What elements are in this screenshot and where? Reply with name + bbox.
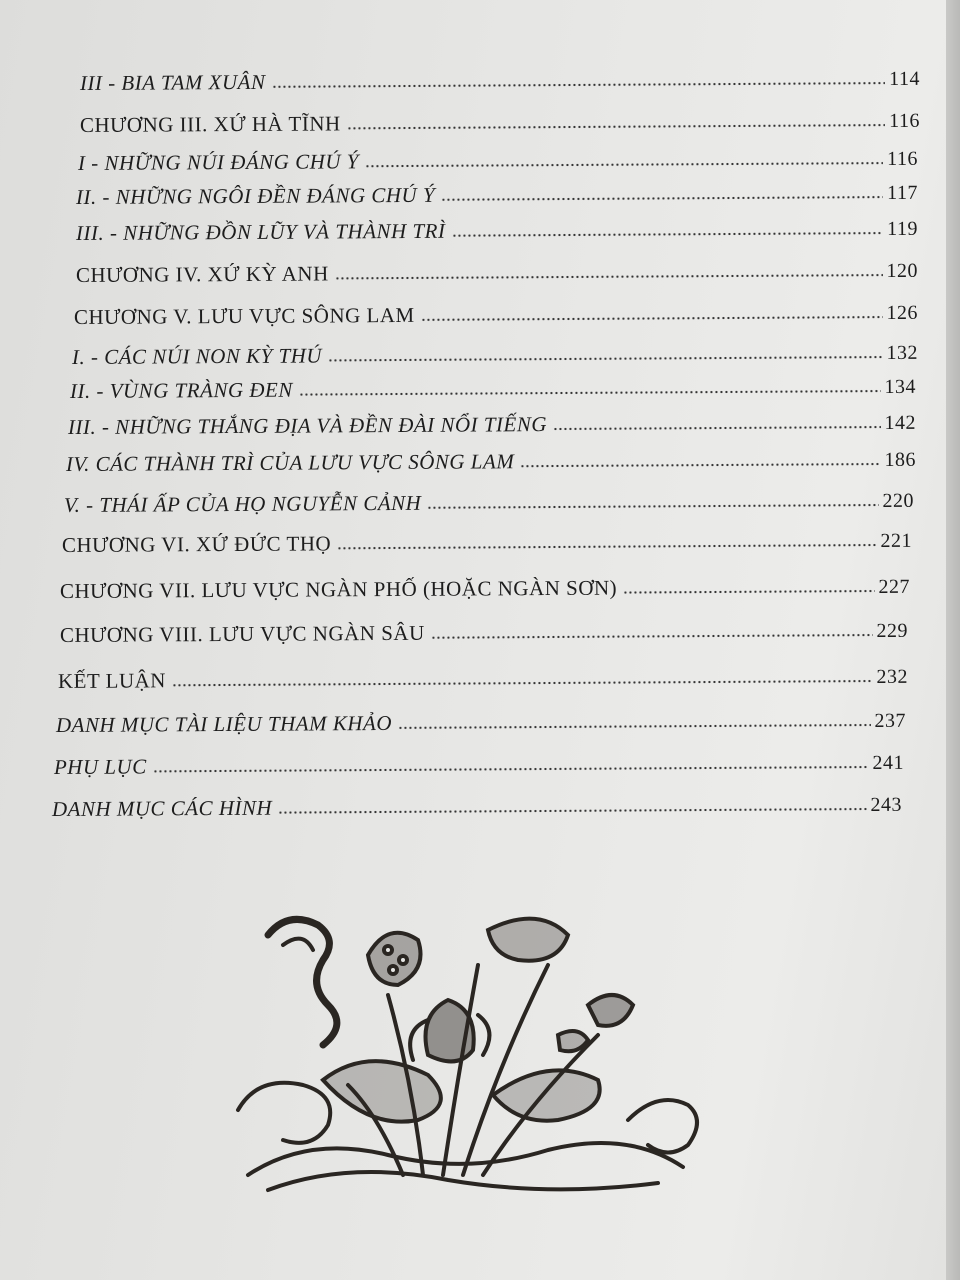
toc-entry <box>62 523 912 558</box>
toc-entry-page-number: 132 <box>886 341 918 365</box>
dot-leader <box>278 807 866 815</box>
book-spine-shadow <box>946 0 960 1280</box>
toc-entry <box>76 253 918 288</box>
toc-entry-title: II. - NHỮNG NGÔI ĐỀN ĐÁNG CHÚ Ý <box>75 182 436 210</box>
toc-entry-page-number: 221 <box>880 529 912 553</box>
dot-leader <box>441 195 883 202</box>
toc-entry-page-number: 134 <box>884 375 916 399</box>
toc-entry-page-number: 232 <box>876 665 908 689</box>
toc-entry-page-number: 243 <box>870 793 902 817</box>
toc-entry-title: IV. CÁC THÀNH TRÌ CỦA LƯU VỰC SÔNG LAM <box>65 449 515 477</box>
dot-leader <box>299 389 881 397</box>
toc-entry-title: PHỤ LỤC <box>53 754 147 779</box>
dot-leader <box>337 543 876 550</box>
toc-entry-page-number: 229 <box>876 619 908 643</box>
toc-entry-page-number: 126 <box>886 301 918 325</box>
toc-entry-title: I. - CÁC NÚI NON KỲ THÚ <box>71 343 323 370</box>
toc-entry-title: II. - VÙNG TRÀNG ĐEN <box>69 377 293 404</box>
toc-entry-title: III. - NHỮNG ĐỒN LŨY VÀ THÀNH TRÌ <box>75 218 446 246</box>
toc-entry <box>74 295 918 330</box>
dot-leader <box>623 589 874 595</box>
toc-entry <box>58 659 908 694</box>
toc-entry-page-number: 220 <box>882 489 914 513</box>
toc-entry-title: CHƯƠNG V. LƯU VỰC SÔNG LAM <box>73 302 415 330</box>
dot-leader <box>153 765 869 773</box>
toc-entry-title: CHƯƠNG VII. LƯU VỰC NGÀN PHỐ (HOẶC NGÀN SƠN) <box>59 575 618 603</box>
toc-entry-page-number: 186 <box>884 448 916 472</box>
toc-entry <box>52 787 902 822</box>
toc-entry <box>80 61 920 96</box>
toc-entry-title: CHƯƠNG VI. XỨ ĐỨC THỌ <box>61 531 332 557</box>
toc-entry-page-number: 119 <box>887 217 918 241</box>
toc-entry-title: CHƯƠNG III. XỨ HÀ TĨNH <box>79 111 341 138</box>
dot-leader <box>520 462 880 468</box>
toc-entry-page-number: 114 <box>889 67 920 91</box>
toc-entry-page-number: 241 <box>872 751 904 775</box>
toc-entry <box>76 211 918 246</box>
toc-entry-page-number: 116 <box>887 147 918 171</box>
toc-entry-title: DANH MỤC CÁC HÌNH <box>51 795 273 821</box>
toc-entry <box>56 703 906 738</box>
toc-entry <box>60 613 908 648</box>
dot-leader <box>398 723 870 730</box>
dot-leader <box>328 355 882 362</box>
toc-entry-page-number: 237 <box>874 709 906 733</box>
toc-entry-title: DANH MỤC TÀI LIỆU THAM KHẢO <box>55 710 393 737</box>
toc-entry <box>60 569 910 604</box>
dot-leader <box>421 315 883 322</box>
dot-leader <box>347 123 885 130</box>
toc-entry <box>80 103 920 138</box>
toc-entry-page-number: 120 <box>886 259 918 283</box>
toc-entry-page-number: 142 <box>884 411 916 435</box>
dot-leader <box>427 503 878 510</box>
dot-leader <box>172 679 872 687</box>
dot-leader <box>451 231 883 238</box>
toc-entry-title: I - NHỮNG NÚI ĐÁNG CHÚ Ý <box>77 149 360 176</box>
toc-entry-page-number: 117 <box>887 181 918 205</box>
toc-entry-title: III. - NHỮNG THẮNG ĐỊA VÀ ĐỀN ĐÀI NỔI TIẾNG <box>67 412 548 440</box>
dot-leader <box>431 633 873 640</box>
dot-leader <box>335 273 883 280</box>
toc-entry-title: KẾT LUẬN <box>57 668 167 693</box>
dot-leader <box>271 81 885 89</box>
toc-entry <box>66 442 916 477</box>
toc-entry-page-number: 116 <box>889 109 920 133</box>
dot-leader <box>365 161 883 168</box>
toc-entry <box>72 335 918 370</box>
toc-entry <box>70 369 916 404</box>
toc-entry-title: CHƯƠNG VIII. LƯU VỰC NGÀN SÂU <box>59 620 425 647</box>
lotus-woodcut-icon <box>228 905 708 1205</box>
dot-leader <box>553 425 880 431</box>
toc-entry-title: III - BIA TAM XUÂN <box>79 69 266 96</box>
toc-entry <box>68 405 916 440</box>
toc-entry <box>78 141 918 176</box>
toc-entry-title: V. - THÁI ẤP CỦA HỌ NGUYỄN CẢNH <box>63 490 422 517</box>
toc-entry-page-number: 227 <box>878 575 910 599</box>
toc-entry <box>64 483 914 518</box>
toc-entry <box>76 175 918 210</box>
toc-entry <box>54 745 904 780</box>
toc-entry-title: CHƯƠNG IV. XỨ KỲ ANH <box>75 261 329 288</box>
